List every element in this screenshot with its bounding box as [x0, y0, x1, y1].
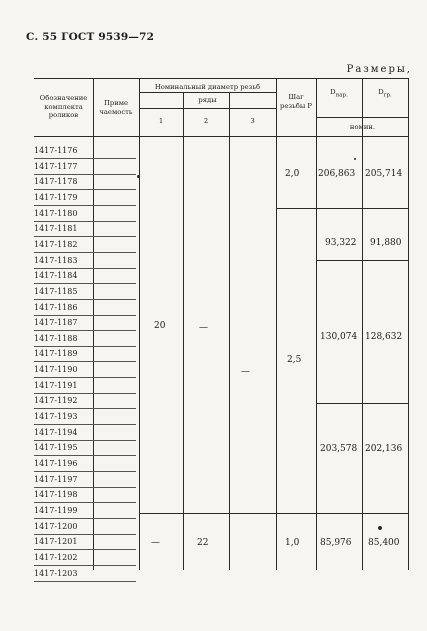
set-designation: 1417-1191	[34, 380, 78, 390]
col-rule-note	[93, 78, 94, 570]
set-designation: 1417-1183	[34, 255, 78, 265]
row-rule	[34, 315, 136, 316]
set-designation: 1417-1203	[34, 568, 78, 578]
set-designation: 1417-1197	[34, 474, 78, 484]
d-nar-value-4: 203,578	[320, 444, 358, 454]
set-designation: 1417-1198	[34, 490, 78, 500]
ink-speck	[137, 175, 140, 178]
row-rule	[34, 299, 136, 300]
header-d-gr	[362, 88, 408, 100]
row-rule	[34, 377, 136, 378]
row-rule	[34, 549, 136, 550]
nominal-row2-dash: —	[199, 323, 208, 333]
d-nar-value-5: 85,976	[320, 538, 352, 548]
col-rule-pitch	[276, 78, 277, 570]
d-gr-value-1: 205,714	[365, 169, 403, 179]
row-rule	[34, 252, 136, 253]
d-gr-value-5: 85,400	[368, 538, 400, 548]
header-rule-nominal	[139, 92, 276, 93]
nominal-row1-value: 20	[154, 321, 166, 331]
header-row-3: 3	[250, 117, 255, 125]
col-rule-right	[408, 78, 409, 570]
col-rule-row3	[229, 92, 230, 570]
set-designation: 1417-1176	[34, 146, 78, 155]
col-rule-row1	[139, 78, 140, 570]
set-designation: 1417-1202	[34, 552, 78, 562]
d-nar-value-2: 93,322	[325, 238, 357, 248]
ink-speck	[378, 526, 382, 530]
row-rule	[34, 268, 136, 269]
row-rule	[34, 424, 136, 425]
header-bottom-rule	[34, 136, 409, 137]
d-gr-value-2: 91,880	[370, 238, 402, 248]
nominal-row3-dash: —	[241, 367, 250, 377]
set-designation: 1417-1188	[34, 333, 78, 343]
units-caption: Размеры,	[346, 64, 412, 75]
set-designation: 1417-1177	[34, 161, 78, 171]
row-rule	[34, 330, 136, 331]
set-designation: 1417-1185	[34, 286, 78, 296]
set-designation: 1417-1199	[34, 505, 78, 515]
set-designation: 1417-1180	[34, 208, 78, 218]
header-d-nar	[316, 88, 362, 100]
header-d-nar-symbol: D	[330, 88, 336, 96]
row-rule	[34, 174, 136, 175]
d-nar-value-1: 206,863	[318, 169, 356, 179]
row-rule	[34, 236, 136, 237]
header-nominal-diameter: Номинальный диаметр резьб	[154, 83, 261, 91]
set-designation: 1417-1194	[34, 427, 78, 437]
row-rule	[34, 487, 136, 488]
header-pitch: Шаг резьбы P	[279, 93, 313, 110]
row-rule	[34, 221, 136, 222]
pitch-value-3: 1,0	[285, 538, 300, 548]
header-row-2: 2	[203, 117, 209, 125]
nominal-row2-value: 22	[197, 538, 209, 548]
pitch-value-1: 2,0	[285, 169, 300, 179]
col-rule-row2	[183, 92, 184, 570]
row-rule	[34, 534, 136, 535]
set-designation: 1417-1201	[34, 537, 78, 547]
set-designation: 1417-1195	[34, 443, 78, 453]
d-gr-value-3: 128,632	[365, 332, 403, 342]
set-designation: 1417-1182	[34, 239, 78, 249]
row-rule	[34, 471, 136, 472]
header-rule-rows	[139, 108, 276, 109]
header-set-designation: Обозначение комплекта роликов	[39, 94, 88, 119]
set-designation: 1417-1196	[34, 459, 78, 468]
set-designation: 1417-1190	[34, 365, 78, 375]
header-d-gr-symbol: D	[378, 88, 384, 96]
row-rule	[34, 408, 136, 409]
col-rule-dgr	[362, 78, 363, 570]
pitch-value-2: 2,5	[287, 355, 302, 365]
header-row-1: 1	[158, 117, 164, 125]
row-rule	[34, 565, 136, 566]
row-rule	[34, 581, 136, 582]
d-nar-value-3: 130,074	[320, 332, 358, 342]
col-rule-dnar	[316, 78, 317, 570]
header-d-nar-index: нар.	[335, 92, 348, 99]
row-rule	[34, 361, 136, 362]
row-rule	[34, 518, 136, 519]
row-rule	[34, 502, 136, 503]
set-designation: 1417-1179	[34, 192, 78, 202]
set-designation: 1417-1187	[34, 318, 78, 328]
group-rule-1	[277, 208, 409, 209]
row-rule	[34, 393, 136, 394]
set-designation: 1417-1200	[34, 521, 78, 531]
set-designation: 1417-1192	[34, 396, 78, 406]
row-rule	[34, 283, 136, 284]
row-rule	[34, 189, 136, 190]
row-rule	[34, 346, 136, 347]
header-nominal: номин.	[349, 123, 376, 131]
page-header: С. 55 ГОСТ 9539—72	[26, 31, 155, 43]
set-designation: 1417-1186	[34, 302, 78, 312]
set-designation: 1417-1193	[34, 412, 78, 422]
ink-speck	[354, 158, 356, 160]
row-rule	[34, 455, 136, 456]
set-designation: 1417-1184	[34, 271, 78, 281]
header-d-gr-index: гр.	[383, 92, 392, 99]
group-rule-4	[139, 513, 409, 514]
set-designation: 1417-1181	[34, 224, 78, 234]
table-top-rule	[34, 78, 409, 79]
nominal-row1-dash: —	[151, 538, 160, 548]
row-rule	[34, 158, 136, 159]
row-rule	[34, 440, 136, 441]
set-designation: 1417-1189	[34, 349, 78, 359]
d-gr-value-4: 202,136	[365, 444, 403, 454]
header-rows: ряды	[198, 96, 217, 104]
row-rule	[34, 205, 136, 206]
set-designation: 1417-1178	[34, 177, 78, 187]
header-note: Приме чаемость	[99, 99, 133, 116]
